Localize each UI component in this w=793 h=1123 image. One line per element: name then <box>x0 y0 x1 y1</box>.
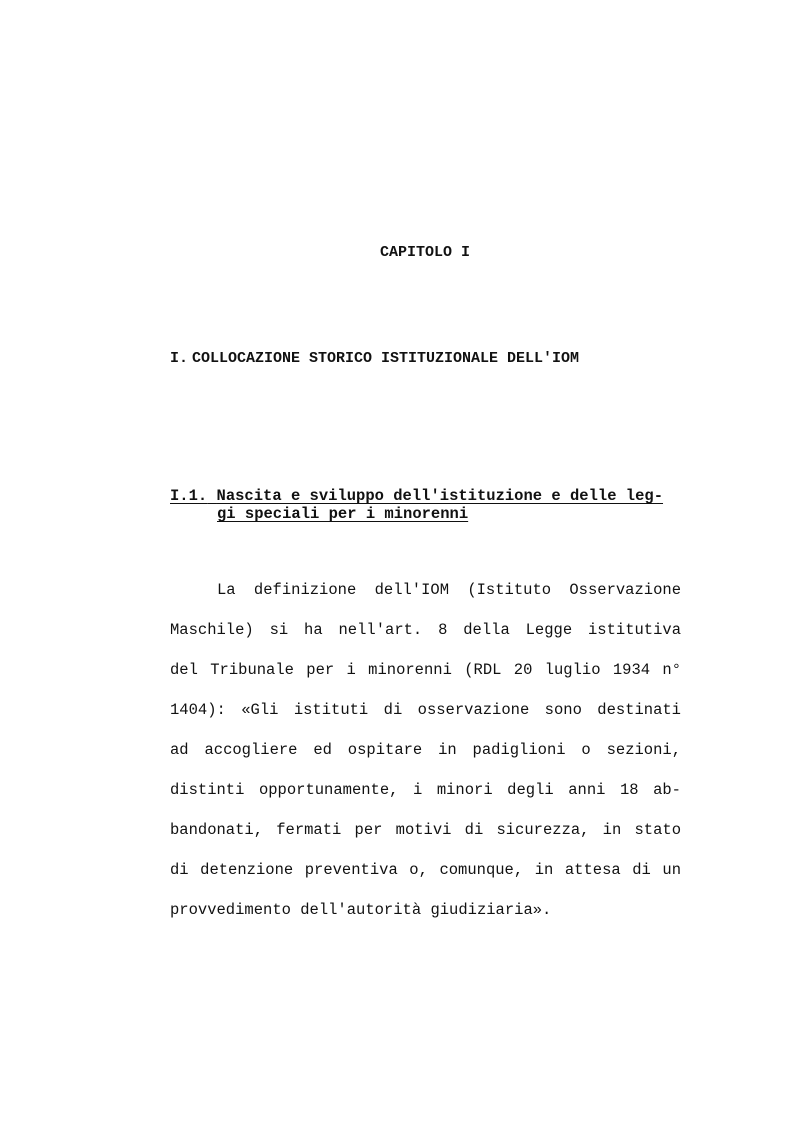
subsection-title-line-1: Nascita e sviluppo dell'istituzione e delle leg- <box>216 487 664 505</box>
subsection-title-line-2: gi speciali per i minorenni <box>217 505 469 523</box>
subsection-heading <box>170 487 690 523</box>
body-line: provvedimento dell'autorità giudiziaria». <box>170 901 552 919</box>
subsection-heading-line-2 <box>170 505 690 523</box>
subsection-gap <box>207 487 216 505</box>
body-paragraph <box>170 580 681 940</box>
section-heading <box>170 350 579 367</box>
section-number: I. <box>170 350 189 367</box>
subsection-number: I.1. <box>170 487 208 505</box>
section-title: COLLOCAZIONE STORICO ISTITUZIONALE DELL'IOM <box>192 350 580 367</box>
body-line: 1404): «Gli istituti di osservazione sono destinati <box>170 701 681 719</box>
body-line: Maschile) si ha nell'art. 8 della Legge istitutiva <box>170 621 681 639</box>
body-line: distinti opportunamente, i minori degli anni 18 ab- <box>170 781 681 799</box>
body-line: ad accogliere ed ospitare in padiglioni o sezioni, <box>170 741 681 759</box>
chapter-title: CAPITOLO I <box>379 244 470 261</box>
body-line: La definizione dell'IOM (Istituto Osservazione <box>217 581 681 599</box>
body-line: bandonati, fermati per motivi di sicurezza, in stato <box>170 821 681 839</box>
body-line: del Tribunale per i minorenni (RDL 20 luglio 1934 n° <box>170 661 681 679</box>
subsection-heading-line-1 <box>170 487 690 505</box>
body-line: di detenzione preventiva o, comunque, in attesa di un <box>170 861 681 879</box>
